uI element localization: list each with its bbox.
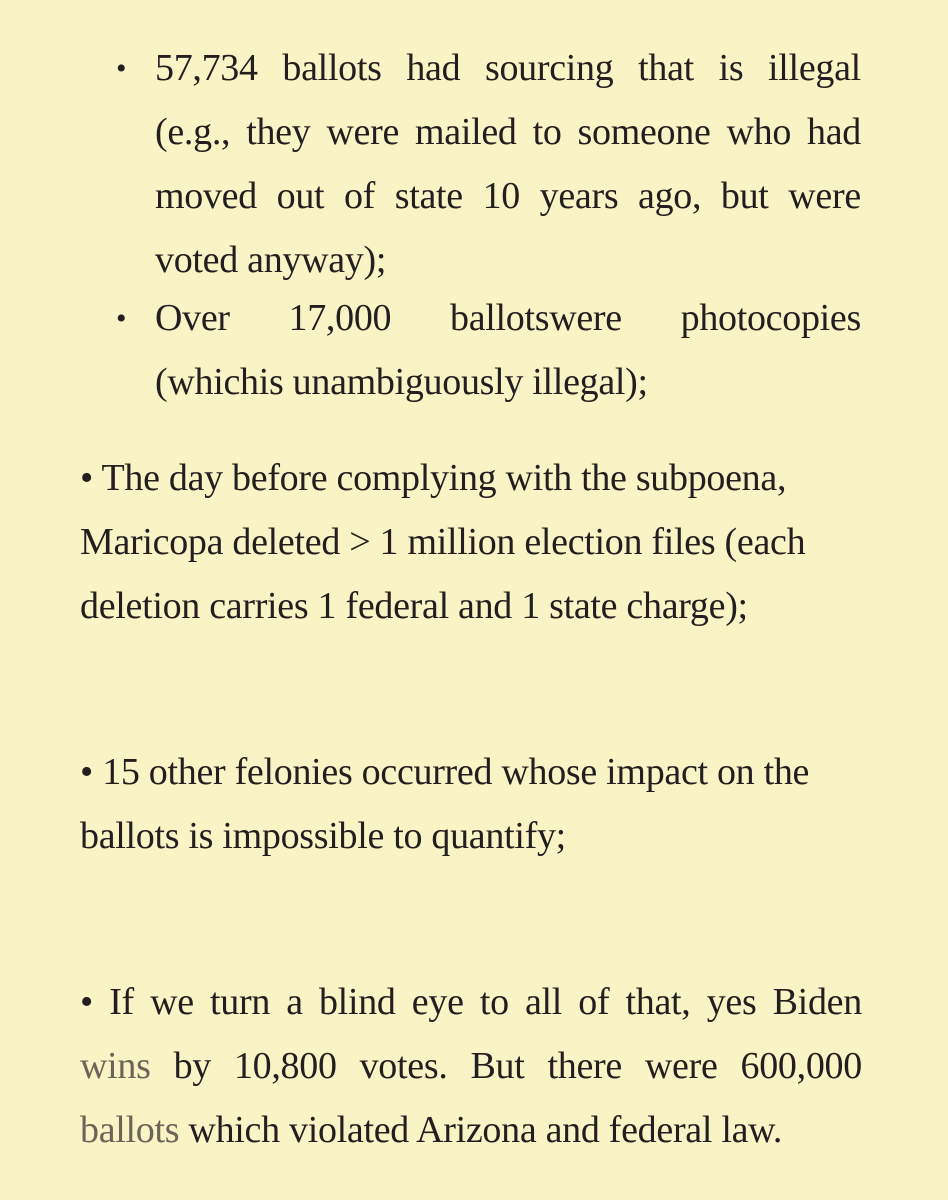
faded-word: ballots <box>80 1109 180 1151</box>
word: is <box>718 47 744 89</box>
text-line: deletion carries 1 federal and 1 state charge); <box>80 585 748 627</box>
word: years <box>539 175 619 217</box>
text-line <box>155 286 861 350</box>
word: (e.g., <box>155 111 231 153</box>
text-line <box>155 36 861 100</box>
word: ago, <box>638 175 702 217</box>
word: were <box>644 1045 718 1087</box>
word: had <box>807 111 861 153</box>
word: of <box>578 981 610 1023</box>
sub-bullet-item <box>155 286 861 414</box>
word: all <box>524 981 563 1023</box>
word: a <box>286 981 303 1023</box>
text-line: Maricopa deleted > 1 million election files (each <box>80 521 806 563</box>
word: ballotswere <box>450 297 622 339</box>
word: • <box>80 981 94 1023</box>
faded-word: wins <box>80 1045 151 1087</box>
word: but <box>720 175 769 217</box>
word: 57,734 <box>155 47 258 89</box>
word: But <box>470 1045 525 1087</box>
word: state <box>394 175 463 217</box>
word: out <box>276 175 325 217</box>
word: sourcing <box>484 47 614 89</box>
word: that, <box>625 981 691 1023</box>
word: votes. <box>359 1045 448 1087</box>
word: 10,800 <box>233 1045 337 1087</box>
text-line: • 15 other felonies occurred whose impact on the <box>80 751 810 793</box>
bullet-marker: • <box>116 52 127 85</box>
text-line: voted anyway); <box>155 239 387 281</box>
text-line <box>155 164 861 228</box>
main-bullet-item <box>80 446 870 638</box>
word: had <box>406 47 461 89</box>
main-bullet-item <box>80 970 862 1162</box>
word: who <box>726 111 792 153</box>
word: illegal <box>768 47 861 89</box>
word: to <box>479 981 509 1023</box>
text-line <box>80 1098 862 1162</box>
word: photocopies <box>680 297 861 339</box>
text-line: • The day before complying with the subpoena, <box>80 457 787 499</box>
word: of <box>343 175 376 217</box>
word: someone <box>577 111 711 153</box>
word: Biden <box>772 981 862 1023</box>
word: blind <box>318 981 396 1023</box>
word: that <box>638 47 694 89</box>
word: to <box>532 111 562 153</box>
text-line <box>155 100 861 164</box>
text-span: which violated Arizona and federal law. <box>179 1109 783 1151</box>
word: eye <box>411 981 464 1023</box>
word: Over <box>155 297 230 339</box>
word: mailed <box>415 111 517 153</box>
word: If <box>109 981 134 1023</box>
word: they <box>246 111 311 153</box>
word: by <box>173 1045 211 1087</box>
word: turn <box>210 981 271 1023</box>
word: ballots <box>282 47 382 89</box>
word: were <box>788 175 861 217</box>
word: there <box>547 1045 622 1087</box>
word: were <box>326 111 400 153</box>
text-line: (whichis unambiguously illegal); <box>155 361 648 403</box>
text-line: ballots is impossible to quantify; <box>80 815 566 857</box>
text-line <box>80 1034 862 1098</box>
word: 600,000 <box>740 1045 862 1087</box>
word: 17,000 <box>288 297 392 339</box>
word: 10 <box>482 175 520 217</box>
bullet-marker: • <box>116 302 127 335</box>
word: yes <box>706 981 757 1023</box>
word: we <box>150 981 194 1023</box>
main-bullet-item <box>80 740 870 868</box>
word: moved <box>155 175 257 217</box>
text-line <box>80 970 862 1034</box>
sub-bullet-item <box>155 36 861 292</box>
